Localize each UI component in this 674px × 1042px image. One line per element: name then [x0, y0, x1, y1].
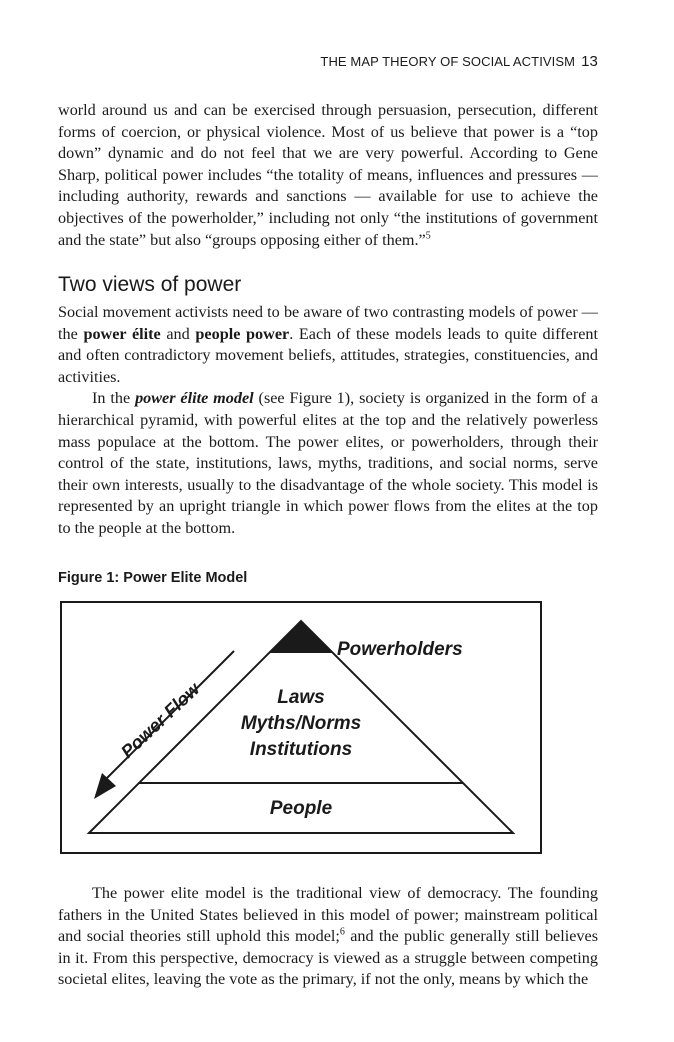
label-power-flow	[117, 678, 204, 762]
paragraph-2-text-a: Social movement activists need to be aware of two contrasting models of power — the	[58, 303, 598, 343]
label-power-flow-path: Power Flow	[117, 678, 204, 762]
label-powerholders: Powerholders	[337, 639, 463, 660]
term-power-elite: power élite	[83, 324, 161, 343]
term-power-elite-model: power élite model	[135, 389, 254, 408]
label-institutions: Institutions	[249, 739, 353, 760]
paragraph-3-text-b: (see Figure 1), society is organized in the form of a hierarchical pyramid, with powerful elites at the top and the relatively powerless mass populace at the bottom. The power elites, or powerholders, through their control of the state, institutions, laws, myths, traditions, and social norms, serve their own interests, usually to the disadvantage of the whole society. This model is represented by an upright triangle in which power flows from the elites at the top to the people at the bottom.	[58, 389, 599, 537]
figure-diagram	[62, 603, 540, 852]
section-heading: Two views of power	[58, 273, 242, 296]
footnote-ref-5[interactable]: 5	[425, 230, 431, 242]
label-laws: Laws	[277, 687, 325, 708]
paragraph-1	[58, 100, 598, 251]
paragraph-1-text: world around us and can be exercised through persuasion, persecution, different forms of coercion, or physical violence. Most of us believe that power is a “top down” dynamic and do not feel that we are very powerful. According to Gene Sharp, political power includes “the totality of means, influences and pressures — including authority, rewards and sanctions — available for use to achieve the objectives of the powerholder,” including not only “the institutions of government and the state” but also “groups opposing either of them.”	[58, 101, 598, 249]
paragraph-4	[58, 883, 598, 991]
term-people-power: people power	[195, 324, 290, 343]
paragraph-2-text-b: and	[160, 324, 196, 343]
label-people: People	[269, 798, 333, 819]
running-head-title: THE MAP THEORY OF SOCIAL ACTIVISM	[320, 54, 576, 69]
paragraph-2-text-c: . Each of these models leads to quite different and often contradictory movement beliefs, attitudes, strategies, constituencies, and activities.	[58, 324, 598, 386]
paragraph-4-text-a: The power elite model is the traditional view of democracy. The founding fathers in the United States believed in this model of power; mainstream political and social theories still uphold this model;	[58, 884, 598, 946]
page-number: 13	[581, 53, 598, 70]
figure-power-elite-model	[60, 601, 542, 854]
footnote-ref-6[interactable]: 6	[339, 926, 345, 938]
label-myths-norms: Myths/Norms	[240, 713, 362, 734]
paragraph-3	[58, 388, 598, 539]
paragraph-4-text-b: and the public generally still believes in it. From this perspective, democracy is viewed as a struggle between competing societal elites, leaving the vote as the primary, if not the only, means by which the	[58, 927, 598, 989]
pyramid-apex	[270, 621, 332, 652]
running-head	[320, 53, 598, 70]
paragraph-3-text-a: In the	[92, 389, 136, 408]
paragraph-2	[58, 302, 598, 540]
power-flow-arrowhead	[94, 773, 116, 799]
figure-caption: Figure 1: Power Elite Model	[58, 570, 248, 586]
